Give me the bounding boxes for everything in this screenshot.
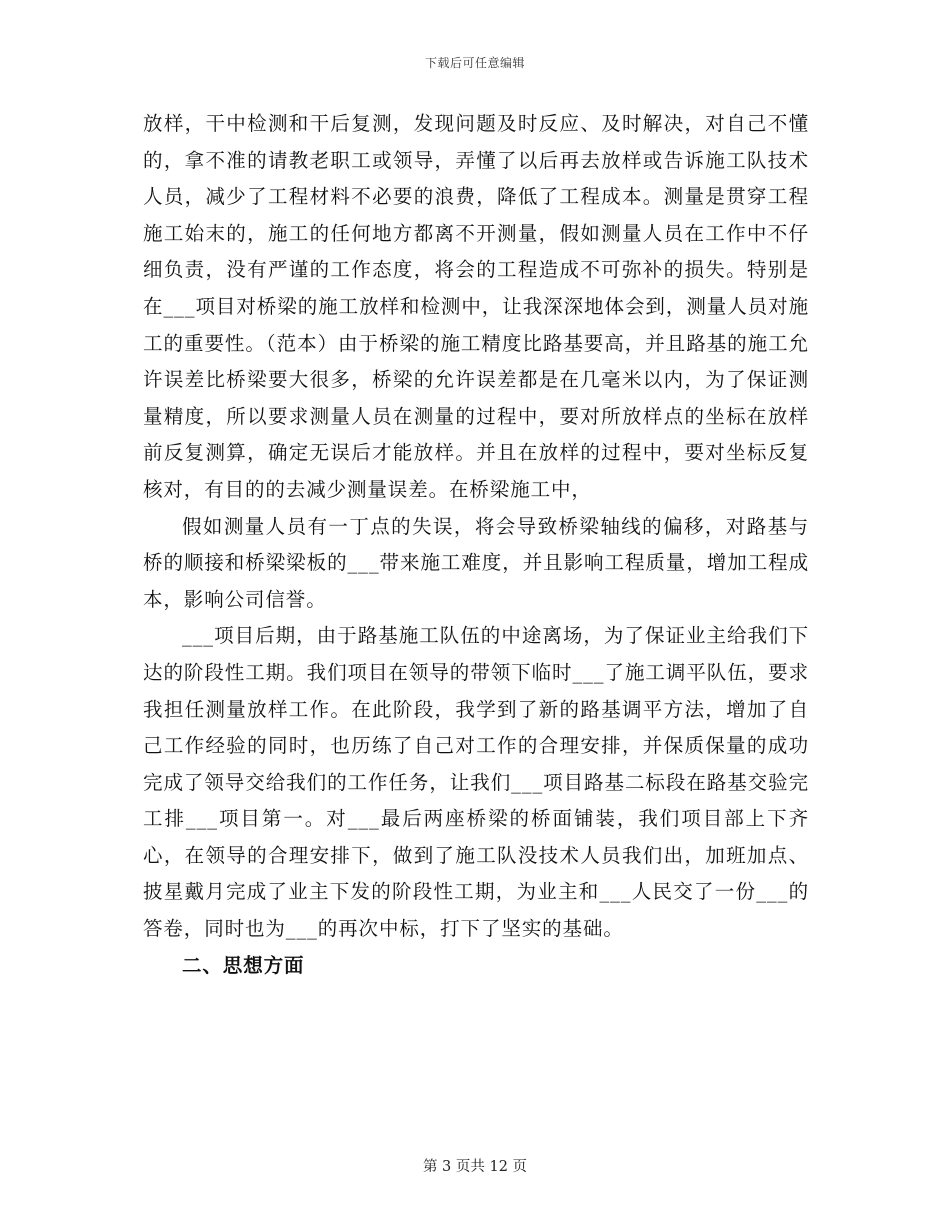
paragraph-3: ___项目后期，由于路基施工队伍的中途离场，为了保证业主给我们下达的阶段性工期。我们项目在领导的带领下临时___了施工调平队伍，要求我担任测量放样工作。在此阶段，我学到了新的路基调平方法，增加了自己工作经验的同时，也历练了自己对工作的合理安排，并保质保量的成功完成了领导交给我们的工作任务，让我们___项目路基二标段在路基交验完工排___项目第一。对___最后两座桥梁的桥面铺装，我们项目部上下齐心，在领导的合理安排下，做到了施工队没技术人员我们出，加班加点、披星戴月完成了业主下发的阶段性工期，为业主和___人民交了一份___的答卷，同时也为___的再次中标，打下了坚实的基础。 [143, 624, 809, 941]
paragraph-2: 假如测量人员有一丁点的失误，将会导致桥梁轴线的偏移，对路基与桥的顺接和桥梁梁板的___带来施工难度，并且影响工程质量，增加工程成本，影响公司信誉。 [143, 514, 809, 611]
page-footer: 第 3 页共 12 页 [422, 1159, 528, 1175]
page-header: 下载后可任意编辑 [424, 56, 525, 70]
section-heading: 二、思想方面 [182, 953, 305, 977]
paragraph-1: 放样，干中检测和干后复测，发现问题及时反应、及时解决，对自己不懂的，拿不准的请教老职工或领导，弄懂了以后再去放样或告诉施工队技术人员，减少了工程材料不必要的浪费，降低了工程成本。测量是贯穿工程施工始末的，施工的任何地方都离不开测量，假如测量人员在工作中不仔细负责，没有严谨的工作态度，将会的工程造成不可弥补的损失。特别是在___项目对桥梁的施工放样和检测中，让我深深地体会到，测量人员对施工的重要性。（范本）由于桥梁的施工精度比路基要高，并且路基的施工允许误差比桥梁要大很多，桥梁的允许误差都是在几毫米以内，为了保证测量精度，所以要求测量人员在测量的过程中，要对所放样点的坐标在放样前反复测算，确定无误后才能放样。并且在放样的过程中，要对坐标反复核对，有目的的去减少测量误差。在桥梁施工中， [143, 112, 809, 501]
document-body [143, 106, 809, 984]
